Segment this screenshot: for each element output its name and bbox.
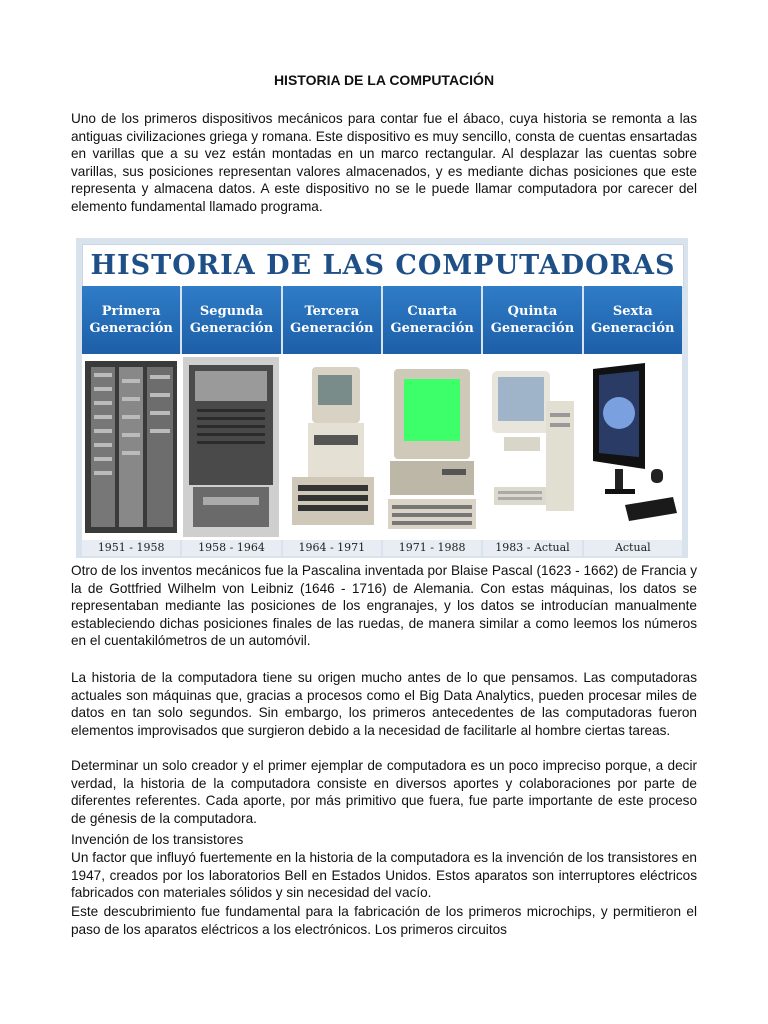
generation-name: Sexta — [612, 304, 653, 319]
generation-years-5: 1983 - Actual — [483, 540, 581, 556]
generation-years-1: 1951 - 1958 — [82, 540, 180, 556]
infographic-title: HISTORIA DE LAS COMPUTADORAS — [82, 244, 684, 288]
generation-header-4 — [383, 286, 481, 354]
generation-years-2: 1958 - 1964 — [182, 540, 280, 556]
generation-years-4: 1971 - 1988 — [383, 540, 481, 556]
paragraph-pascalina: Otro de los inventos mecánicos fue la Pascalina inventada por Blaise Pascal (1623 - 1662) de Francia y la de Gottfried Wilhelm von Leibniz (1646 - 1716) de Alemania. Con estas máquinas, los datos se representaban mediante las posiciones de los engranajes, y los datos se introducían manualmente estableciendo dichas posiciones finales de las ruedas, de manera similar a como leemos los números en el cuentakilómetros de un automóvil. — [71, 563, 697, 649]
fifth-generation-image — [483, 354, 581, 540]
generation-label: Generación — [89, 321, 173, 336]
generation-header-1 — [82, 286, 180, 354]
generation-years-6: Actual — [584, 540, 682, 556]
document-title: HISTORIA DE LA COMPUTACIÓN — [273, 72, 495, 88]
section-heading-transistores: Invención de los transistores — [71, 832, 244, 847]
generation-name: Tercera — [304, 304, 360, 319]
generation-label: Generación — [490, 321, 575, 336]
generation-label: Generación — [189, 321, 274, 336]
generation-years-3: 1964 - 1971 — [283, 540, 381, 556]
paragraph-creador: Determinar un solo creador y el primer ejemplar de computadora es un poco impreciso porque, a decir verdad, la historia de la computadora consiste en diversos aportes y colaboraciones por parte de diferentes referentes. Cada aporte, por más primitivo que fuera, fue parte importante de este proceso de génesis de la computadora. — [71, 758, 697, 826]
generation-name: Segunda — [199, 304, 264, 319]
first-generation-image — [82, 354, 180, 540]
generation-header-6 — [584, 286, 682, 354]
generation-header-5 — [483, 286, 581, 354]
paragraph-origen: La historia de la computadora tiene su origen mucho antes de lo que pensamos. Las computadoras actuales son máquinas que, gracias a procesos como el Big Data Analytics, pueden procesar miles de datos en tan solo segundos. Sin embargo, los primeros antecedentes de las computadoras fueron elementos improvisados que surgieron debido a la necesidad de facilitarle al hombre ciertas tareas. — [71, 670, 697, 738]
generation-name: Primera — [101, 304, 161, 319]
paragraph-microchips: Este descubrimiento fue fundamental para la fabricación de los primeros microchips, y permitieron el paso de los aparatos eléctricos a los electrónicos. Los primeros circuitos — [71, 904, 697, 937]
paragraph-abaco: Uno de los primeros dispositivos mecánicos para contar fue el ábaco, cuya historia se remonta a las antiguas civilizaciones griega y romana. Este dispositivo es muy sencillo, consta de cuentas ensartadas en varillas que a su vez están montadas en un marco rectangular. Al desplazar las cuentas sobre varillas, sus posiciones representan valores almacenados, y es mediante dichas posiciones que este representa y almacena datos. A este dispositivo no se le puede llamar computadora por carecer del elemento fundamental llamado programa. — [71, 111, 697, 214]
generation-header-2 — [182, 286, 280, 354]
paragraph-transistores: Un factor que influyó fuertemente en la historia de la computadora es la invención de los transistores en 1947, creados por los laboratorios Bell en Estados Unidos. Estos aparatos son interruptores eléctricos fabricados con materiales sólidos y sin necesidad del vacío. — [71, 850, 697, 901]
sixth-generation-image — [584, 354, 682, 540]
generation-label: Generación — [591, 321, 675, 336]
generation-years — [82, 540, 682, 556]
generation-label: Generación — [390, 321, 474, 336]
third-generation-image — [283, 354, 381, 540]
generation-label: Generación — [290, 321, 374, 336]
generation-name: Cuarta — [407, 304, 457, 319]
generation-name: Quinta — [507, 304, 558, 319]
fourth-generation-image — [383, 354, 481, 540]
computer-history-infographic — [76, 238, 688, 558]
second-generation-image — [182, 354, 280, 540]
generation-header-3 — [283, 286, 381, 354]
generation-images — [82, 354, 682, 540]
generation-headers — [82, 286, 682, 354]
